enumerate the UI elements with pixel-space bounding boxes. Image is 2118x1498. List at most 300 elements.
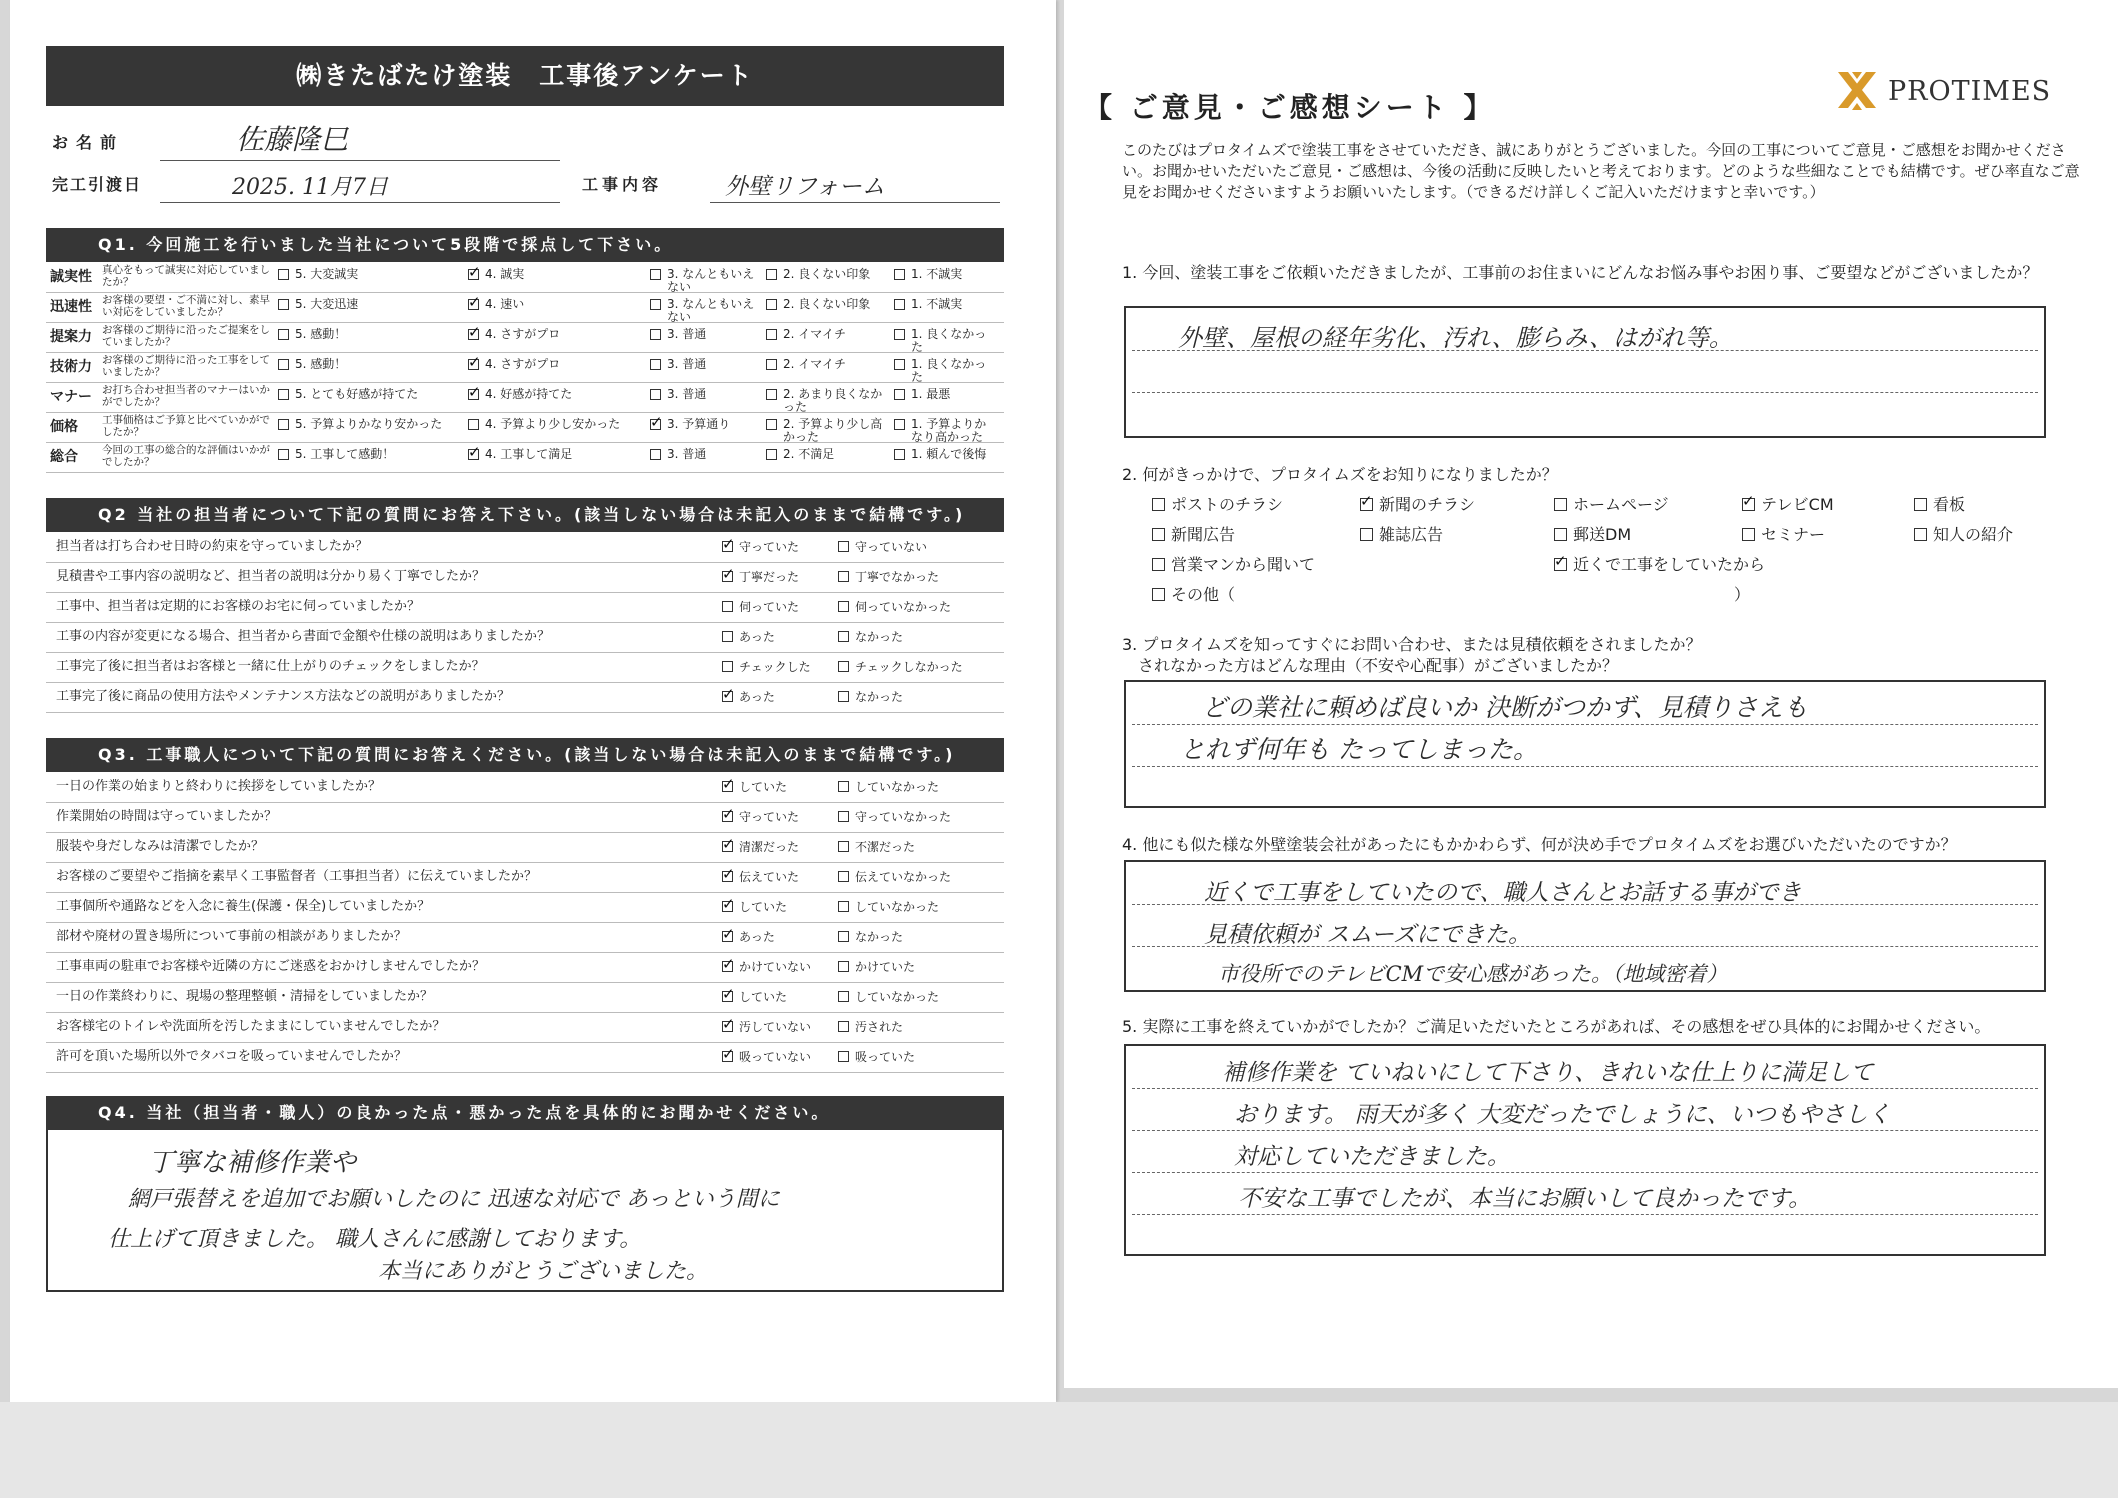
checkbox[interactable] (278, 329, 289, 340)
checkbox[interactable] (838, 571, 849, 582)
other-close-paren: ） (1734, 585, 1751, 604)
q4-answer: 市役所でのテレビCMで安心感があった。（地域密着） (1218, 962, 1728, 986)
q2-yes-option[interactable] (722, 660, 811, 674)
q4-line: 丁寧な補修作業や (148, 1148, 357, 1178)
checkbox[interactable] (1152, 528, 1165, 541)
q1-option[interactable] (650, 328, 758, 341)
handover-label: 完工引渡日 (52, 175, 143, 194)
option-label: 5. 大変迅速 (295, 297, 359, 311)
q1-option[interactable] (468, 448, 642, 461)
q4-line: 網戸張替えを追加でお願いしたのに 迅速な対応で あっという間に (128, 1187, 780, 1212)
q2-no-option[interactable] (838, 540, 927, 554)
q1-category: 総合 (50, 449, 78, 465)
checkbox[interactable] (650, 389, 661, 400)
checkbox[interactable] (838, 811, 849, 822)
option-label: なかった (855, 690, 904, 704)
q2-option[interactable] (1914, 496, 1965, 514)
option-label: 1. 不誠実 (911, 297, 963, 311)
option-label: 2. 良くない印象 (783, 297, 871, 311)
opinion-sheet-title: 【 ご意見・ご感想シート 】 (1084, 91, 1496, 124)
checkbox[interactable] (722, 871, 733, 882)
checkbox[interactable] (838, 871, 849, 882)
q1-row (46, 292, 1004, 323)
q1-description: お客様の要望・ご不満に対し、素早い対応をしていましたか？ (102, 294, 270, 318)
checkbox[interactable] (838, 781, 849, 792)
q3-row (46, 832, 1004, 863)
option-label: 伝えていた (739, 870, 800, 884)
q1-option[interactable] (766, 388, 886, 414)
option-label: 1. 良くなかった (911, 357, 987, 384)
checkbox[interactable] (722, 571, 733, 582)
q3-row (46, 982, 1004, 1013)
option-label: していなかった (855, 780, 940, 794)
option-label: テレビCM (1761, 495, 1834, 514)
checkbox[interactable] (278, 419, 289, 430)
q2-no-option[interactable] (838, 630, 903, 644)
checkbox[interactable] (722, 541, 733, 552)
option-label: 汚していない (739, 1020, 812, 1034)
option-label: していなかった (855, 990, 940, 1004)
checkbox[interactable] (1742, 498, 1755, 511)
q2-option[interactable] (1360, 526, 1443, 544)
option-label: セミナー (1761, 525, 1826, 544)
q3-no-option[interactable] (838, 1020, 903, 1034)
q1-category: 誠実性 (50, 269, 92, 285)
option-label: かけていない (739, 960, 812, 974)
q1-option[interactable] (766, 448, 886, 461)
option-label: 雑誌広告 (1379, 525, 1444, 544)
option-label: 郵送DM (1573, 525, 1632, 544)
q1-option[interactable] (894, 268, 998, 281)
q2-no-option[interactable] (838, 660, 963, 674)
question-text: お客様宅のトイレや洗面所を汚したままにしていませんでしたか？ (56, 1019, 446, 1034)
q1-row (46, 382, 1004, 413)
survey-sheet-right (1064, 0, 2118, 1388)
logo-text: PROTIMES (1888, 75, 2052, 107)
checkbox[interactable] (838, 931, 849, 942)
q3-yes-option[interactable] (722, 990, 787, 1004)
option-label: 汚された (855, 1020, 904, 1034)
q1-option[interactable] (766, 328, 886, 341)
checkbox[interactable] (766, 359, 777, 370)
q5-answer: おります。 雨天が多く 大変だったでしょうに、いつもやさしく (1234, 1102, 1891, 1128)
q2-option[interactable] (1360, 496, 1475, 514)
sheet-title: ㈱きたばたけ塗装 工事後アンケート (46, 46, 1004, 106)
q3-row (46, 1012, 1004, 1043)
q1-option[interactable] (278, 358, 460, 371)
option-label: 1. 頼んで後悔 (911, 447, 987, 461)
q2-option[interactable] (1152, 586, 1235, 604)
checkbox[interactable] (1152, 588, 1165, 601)
q2-option[interactable] (1742, 526, 1825, 544)
checkbox[interactable] (894, 419, 905, 430)
checkbox[interactable] (1554, 528, 1567, 541)
checkbox[interactable] (894, 299, 905, 310)
q1-option[interactable] (894, 298, 998, 311)
q1-option[interactable] (766, 358, 886, 371)
q3-no-option[interactable] (838, 990, 939, 1004)
q1-option[interactable] (766, 418, 886, 444)
checkbox[interactable] (278, 449, 289, 460)
option-label: 丁寧だった (739, 570, 800, 584)
checkbox[interactable] (766, 389, 777, 400)
q1-option[interactable] (278, 328, 460, 341)
q4-question: 4. 他にも似た様な外壁塗装会社があったにもかかわらず、何が決め手でプロタイムズをお選びいただいたのですか？ (1122, 835, 1957, 854)
checkbox[interactable] (1742, 528, 1755, 541)
q4-comment-box (46, 1130, 1004, 1292)
checkbox[interactable] (468, 419, 479, 430)
question-text: 工事完了後に担当者はお客様と一緒に仕上がりのチェックをしましたか？ (56, 659, 485, 674)
checkbox[interactable] (722, 661, 733, 672)
question-text: 許可を頂いた場所以外でタバコを吸っていませんでしたか？ (56, 1049, 407, 1064)
option-label: 新聞広告 (1171, 525, 1236, 544)
checkbox[interactable] (766, 329, 777, 340)
q1-option[interactable] (894, 418, 998, 444)
checkbox[interactable] (894, 449, 905, 460)
q2-yes-option[interactable] (722, 600, 799, 614)
q1-title: Q1. 今回施工を行いました当社について5段階で採点して下さい。 (46, 228, 1004, 262)
q1-option[interactable] (468, 388, 642, 401)
q1-option[interactable] (894, 388, 998, 401)
q1-option[interactable] (278, 418, 460, 431)
checkbox[interactable] (766, 449, 777, 460)
option-label: 5. 大変誠実 (295, 267, 359, 281)
checkbox[interactable] (468, 329, 479, 340)
option-label: 5. 感動！ (295, 357, 347, 371)
q1-question: 1. 今回、塗装工事をご依頼いただきましたが、工事前のお住まいにどんなお悩み事やお困り事、ご要望などがございましたか？ (1122, 263, 2039, 282)
q3-no-option[interactable] (838, 900, 939, 914)
q2-row (46, 562, 1004, 593)
checkbox[interactable] (838, 1051, 849, 1062)
q4-answer: 近くで工事をしていたので、職人さんとお話する事ができ (1204, 880, 1802, 906)
q5-answer: 対応していただきました。 (1234, 1144, 1510, 1170)
name-label: お名前 (52, 133, 125, 152)
q2-option[interactable] (1914, 526, 2013, 544)
q3-title: Q3. 工事職人について下記の質問にお答えください。(該当しない場合は未記入のままで結構です。) (46, 738, 1004, 772)
option-label: 守っていた (739, 810, 800, 824)
checkbox[interactable] (722, 1021, 733, 1032)
q1-option[interactable] (650, 448, 758, 461)
q3-no-option[interactable] (838, 780, 939, 794)
q1-option[interactable] (650, 418, 758, 431)
option-label: 丁寧でなかった (855, 570, 940, 584)
name-underline (160, 160, 560, 161)
option-label: 1. 不誠実 (911, 267, 963, 281)
q2-yes-option[interactable] (722, 630, 775, 644)
checkbox[interactable] (722, 1051, 733, 1062)
q3-no-option[interactable] (838, 810, 951, 824)
checkbox[interactable] (468, 299, 479, 310)
checkbox[interactable] (1554, 558, 1567, 571)
checkbox[interactable] (1914, 528, 1927, 541)
checkbox[interactable] (838, 601, 849, 612)
checkbox[interactable] (468, 269, 479, 280)
option-label: チェックした (739, 660, 811, 674)
question-text: 工事の内容が変更になる場合、担当者から書面で金額や仕様の説明はありましたか？ (56, 629, 551, 644)
option-label: していなかった (855, 900, 940, 914)
q2-option[interactable] (1554, 556, 1765, 574)
checkbox[interactable] (278, 359, 289, 370)
checkbox[interactable] (1152, 558, 1165, 571)
q3-yes-option[interactable] (722, 870, 799, 884)
q3-yes-option[interactable] (722, 900, 787, 914)
q5-answer: 不安な工事でしたが、本当にお願いして良かったです。 (1238, 1186, 1812, 1212)
q2-row (46, 652, 1004, 683)
option-label: 3. 予算通り (667, 417, 731, 431)
q1-category: マナー (50, 389, 92, 405)
option-label: あった (739, 630, 775, 644)
checkbox[interactable] (838, 901, 849, 912)
q1-option[interactable] (650, 298, 758, 324)
checkbox[interactable] (838, 841, 849, 852)
option-label: 5. とても好感が持てた (295, 387, 419, 401)
q2-yes-option[interactable] (722, 570, 799, 584)
checkbox[interactable] (650, 329, 661, 340)
option-label: 2. あまり良くなかった (783, 387, 883, 414)
option-label: 不潔だった (855, 840, 916, 854)
option-label: 1. 予算よりかなり高かった (911, 417, 987, 444)
option-label: 3. なんともいえない (667, 267, 755, 294)
option-label: 清潔だった (739, 840, 800, 854)
option-label: 吸っていた (855, 1050, 916, 1064)
q3-row (46, 952, 1004, 983)
checkbox[interactable] (722, 691, 733, 702)
q3-yes-option[interactable] (722, 1020, 811, 1034)
q1-option[interactable] (766, 298, 886, 311)
q1-option[interactable] (766, 268, 886, 281)
q4-line: 仕上げて頂きました。 職人さんに感謝しております。 (108, 1227, 642, 1252)
q3-row (46, 892, 1004, 923)
option-label: 1. 良くなかった (911, 327, 987, 354)
q3-yes-option[interactable] (722, 1050, 811, 1064)
checkbox[interactable] (1360, 498, 1373, 511)
option-label: 1. 最悪 (911, 387, 951, 401)
customer-name: 佐藤隆巳 (236, 123, 349, 156)
option-label: していた (739, 900, 788, 914)
q3-no-option[interactable] (838, 840, 915, 854)
q1-option[interactable] (468, 418, 642, 431)
q3-answer: どの業社に頼めば良いか 決断がつかず、見積りさえも (1202, 693, 1808, 722)
option-label: 4. 予算より少し安かった (485, 417, 621, 431)
option-label: 2. 予算より少し高かった (783, 417, 883, 444)
option-label: 3. 普通 (667, 447, 707, 461)
q1-option[interactable] (894, 328, 998, 354)
q2-no-option[interactable] (838, 690, 903, 704)
q2-yes-option[interactable] (722, 690, 775, 704)
q1-option[interactable] (278, 268, 460, 281)
option-label: 3. 普通 (667, 387, 707, 401)
checkbox[interactable] (766, 419, 777, 430)
option-label: 2. 不満足 (783, 447, 835, 461)
q2-option[interactable] (1554, 496, 1669, 514)
q2-no-option[interactable] (838, 570, 939, 584)
checkbox[interactable] (278, 269, 289, 280)
q1-answer-box (1124, 306, 2046, 438)
checkbox[interactable] (838, 691, 849, 702)
q3-yes-option[interactable] (722, 840, 799, 854)
q1-answer: 外壁、屋根の経年劣化、汚れ、膨らみ、はがれ等。 (1178, 324, 1733, 352)
checkbox[interactable] (722, 781, 733, 792)
work-content: 外壁リフォーム (725, 174, 885, 200)
q3-no-option[interactable] (838, 960, 915, 974)
checkbox[interactable] (278, 299, 289, 310)
q2-option[interactable] (1152, 496, 1283, 514)
q3-yes-option[interactable] (722, 960, 811, 974)
q2-title: Q2 当社の担当者について下記の質問にお答え下さい。(該当しない場合は未記入のままで結構です。) (46, 498, 1004, 532)
checkbox[interactable] (650, 419, 661, 430)
checkbox[interactable] (468, 449, 479, 460)
protimes-logo (1834, 70, 2051, 112)
option-label: 3. なんともいえない (667, 297, 755, 324)
checkbox[interactable] (894, 389, 905, 400)
q1-option[interactable] (468, 298, 642, 311)
question-text: 作業開始の時間は守っていましたか？ (56, 809, 278, 824)
checkbox[interactable] (650, 299, 661, 310)
question-text: 担当者は打ち合わせ日時の約束を守っていましたか？ (56, 539, 369, 554)
question-text: お客様のご要望やご指摘を素早く工事監督者（工事担当者）に伝えていましたか？ (56, 869, 538, 884)
checkbox[interactable] (838, 1021, 849, 1032)
q1-option[interactable] (650, 268, 758, 294)
q2-row (46, 622, 1004, 653)
question-text: 工事中、担当者は定期的にお客様のお宅に伺っていましたか？ (56, 599, 421, 614)
q1-description: お客様のご期待に沿った工事をしていましたか？ (102, 354, 270, 378)
checkbox[interactable] (722, 841, 733, 852)
question-text: 工事車両の駐車でお客様や近隣の方にご迷惑をおかけしませんでしたか？ (56, 959, 486, 974)
q3-yes-option[interactable] (722, 810, 799, 824)
work-underline (710, 202, 1000, 203)
option-label: 近くで工事をしていたから (1573, 555, 1766, 574)
q3-row (46, 802, 1004, 833)
q4-answer-box (1124, 860, 2046, 992)
q2-row (46, 532, 1004, 563)
q2-option[interactable] (1152, 556, 1315, 574)
q1-option[interactable] (894, 358, 998, 384)
option-label: 4. 好感が持てた (485, 387, 573, 401)
option-label: ポストのチラシ (1171, 495, 1284, 514)
q1-option[interactable] (278, 298, 460, 311)
option-label: 4. 工事して満足 (485, 447, 573, 461)
checkbox[interactable] (722, 601, 733, 612)
checkbox[interactable] (1360, 528, 1373, 541)
option-label: 4. さすがプロ (485, 357, 561, 371)
survey-sheet-left (10, 0, 1056, 1402)
checkbox[interactable] (722, 901, 733, 912)
checkbox[interactable] (766, 299, 777, 310)
protimes-mark-icon (1834, 70, 1880, 112)
option-label: 5. 予算よりかなり安かった (295, 417, 443, 431)
q3-yes-option[interactable] (722, 930, 775, 944)
q3-row (46, 922, 1004, 953)
q2-option[interactable] (1152, 526, 1235, 544)
checkbox[interactable] (722, 631, 733, 642)
q3-yes-option[interactable] (722, 780, 787, 794)
option-label: 伺っていた (739, 600, 800, 614)
q1-option[interactable] (468, 358, 642, 371)
question-text: 一日の作業の始まりと終わりに挨拶をしていましたか？ (56, 779, 382, 794)
option-label: していた (739, 990, 788, 1004)
q2-option[interactable] (1742, 496, 1834, 514)
checkbox[interactable] (766, 269, 777, 280)
option-label: 守っていない (855, 540, 928, 554)
q3-no-option[interactable] (838, 930, 903, 944)
option-label: ホームページ (1573, 495, 1669, 514)
q2-question: 2. 何がきっかけで、プロタイムズをお知りになりましたか？ (1122, 465, 1558, 484)
checkbox[interactable] (722, 811, 733, 822)
q3-no-option[interactable] (838, 870, 951, 884)
option-label: あった (739, 690, 775, 704)
checkbox[interactable] (650, 359, 661, 370)
q2-no-option[interactable] (838, 600, 951, 614)
checkbox[interactable] (894, 269, 905, 280)
checkbox[interactable] (650, 449, 661, 460)
checkbox[interactable] (1554, 498, 1567, 511)
q1-option[interactable] (650, 358, 758, 371)
q1-description: お打ち合わせ担当者のマナーはいかがでしたか？ (102, 384, 270, 408)
checkbox[interactable] (838, 661, 849, 672)
checkbox[interactable] (468, 389, 479, 400)
checkbox[interactable] (838, 541, 849, 552)
q2-row (46, 682, 1004, 713)
option-label: 3. 普通 (667, 357, 707, 371)
q3-question: 3. プロタイムズを知ってすぐにお問い合わせ、または見積依頼をされましたか？ されなかった方はどんな理由（不安や心配事）がございましたか？ (1122, 635, 1702, 675)
q1-option[interactable] (278, 448, 460, 461)
q1-category: 価格 (50, 419, 78, 435)
checkbox[interactable] (894, 329, 905, 340)
checkbox[interactable] (650, 269, 661, 280)
q1-option[interactable] (894, 448, 998, 461)
option-label: 5. 工事して感動！ (295, 447, 395, 461)
checkbox[interactable] (838, 961, 849, 972)
option-label: 看板 (1933, 495, 1966, 514)
q1-option[interactable] (468, 268, 642, 281)
q4-line: 本当にありがとうございました。 (378, 1259, 709, 1284)
q1-option[interactable] (468, 328, 642, 341)
checkbox[interactable] (1152, 498, 1165, 511)
q1-option[interactable] (650, 388, 758, 401)
date-underline (160, 202, 560, 203)
checkbox[interactable] (468, 359, 479, 370)
checkbox[interactable] (894, 359, 905, 370)
checkbox[interactable] (838, 631, 849, 642)
checkbox[interactable] (838, 991, 849, 1002)
option-label: 知人の紹介 (1933, 525, 2014, 544)
checkbox[interactable] (1914, 498, 1927, 511)
q3-no-option[interactable] (838, 1050, 915, 1064)
checkbox[interactable] (278, 389, 289, 400)
question-text: 一日の作業終わりに、現場の整理整頓・清掃をしていましたか？ (56, 989, 434, 1004)
question-text: 工事完了後に商品の使用方法やメンテナンス方法などの説明がありましたか？ (56, 689, 510, 704)
option-label: 4. さすがプロ (485, 327, 561, 341)
q1-description: 工事価格はご予算と比べていかがでしたか？ (102, 414, 270, 438)
q2-yes-option[interactable] (722, 540, 799, 554)
checkbox[interactable] (722, 931, 733, 942)
q4-title: Q4. 当社（担当者・職人）の良かった点・悪かった点を具体的にお聞かせください。 (46, 1096, 1004, 1130)
q1-option[interactable] (278, 388, 460, 401)
option-label: 2. イマイチ (783, 357, 847, 371)
q3-row (46, 772, 1004, 803)
option-label: 4. 誠実 (485, 267, 525, 281)
option-label: なかった (855, 930, 904, 944)
q2-option[interactable] (1554, 526, 1631, 544)
checkbox[interactable] (722, 991, 733, 1002)
handover-date: 2025. 11月7日 (232, 175, 388, 200)
q1-row (46, 262, 1004, 293)
option-label: 4. 速い (485, 297, 525, 311)
checkbox[interactable] (722, 961, 733, 972)
q5-question: 5. 実際に工事を終えていかがでしたか？ご満足いただいたところがあれば、その感想をぜひ具体的にお聞かせください。 (1122, 1017, 1991, 1036)
option-label: かけていた (855, 960, 916, 974)
question-text: 見積書や工事内容の説明など、担当者の説明は分かり易く丁寧でしたか？ (56, 569, 486, 584)
